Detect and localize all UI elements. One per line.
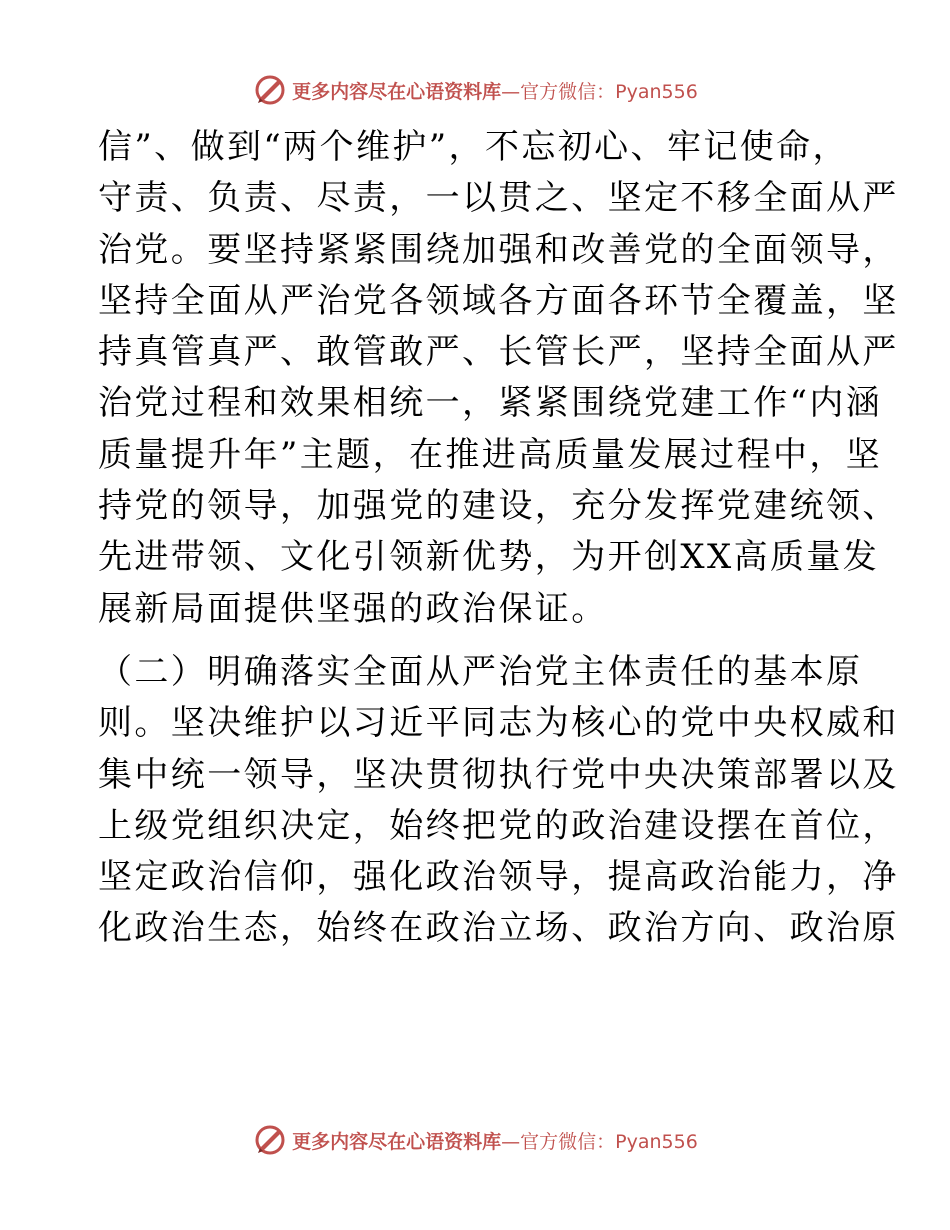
text-line: 治党过程和效果相统一，紧紧围绕党建工作“内涵 [98, 383, 883, 424]
watermark-wechat: —官方微信：Pyan556 [501, 1130, 698, 1153]
section-heading-line: （二）明确落实全面从严治党主体责任的基本原 [98, 651, 863, 692]
text-line: 坚定政治信仰，强化政治领导，提高政治能力，净 [98, 857, 899, 898]
text-line: 持真管真严、敢管敢严、长管长严，坚持全面从严 [98, 332, 899, 373]
text-line: 坚持全面从严治党各领域各方面各环节全覆盖，坚 [98, 280, 899, 321]
text-line: 先进带领、文化引领新优势，为开创XX高质量发 [98, 537, 880, 578]
text-line: 质量提升年”主题，在推进高质量发展过程中，坚 [98, 434, 883, 475]
header-watermark [0, 70, 950, 110]
text-line: 治党。要坚持紧紧围绕加强和改善党的全面领导， [98, 229, 899, 270]
document-body [98, 122, 899, 955]
pen-logo-icon [252, 1122, 288, 1158]
watermark-title: 更多内容尽在心语资料库 [292, 1130, 502, 1153]
text-line: 信”、做到“两个维护”，不忘初心、牢记使命， [98, 127, 849, 167]
paragraph-2 [98, 647, 899, 955]
footer-watermark [0, 1120, 950, 1160]
text-line: 持党的领导，加强党的建设，充分发挥党建统领、 [98, 486, 899, 527]
watermark-wechat: —官方微信：Pyan556 [501, 80, 698, 103]
text-line: 化政治生态，始终在政治立场、政治方向、政治原 [98, 908, 899, 949]
watermark-title: 更多内容尽在心语资料库 [292, 80, 502, 103]
pen-logo-icon [252, 72, 288, 108]
text-line: 集中统一领导，坚决贯彻执行党中央决策部署以及 [98, 754, 899, 795]
text-line: 展新局面提供坚强的政治保证。 [98, 588, 608, 629]
text-line: 上级党组织决定，始终把党的政治建设摆在首位， [98, 805, 899, 846]
paragraph-1 [98, 122, 899, 635]
text-line: 则。坚决维护以习近平同志为核心的党中央权威和 [98, 703, 899, 744]
text-line: 守责、负责、尽责，一以贯之、坚定不移全面从严 [98, 178, 899, 219]
